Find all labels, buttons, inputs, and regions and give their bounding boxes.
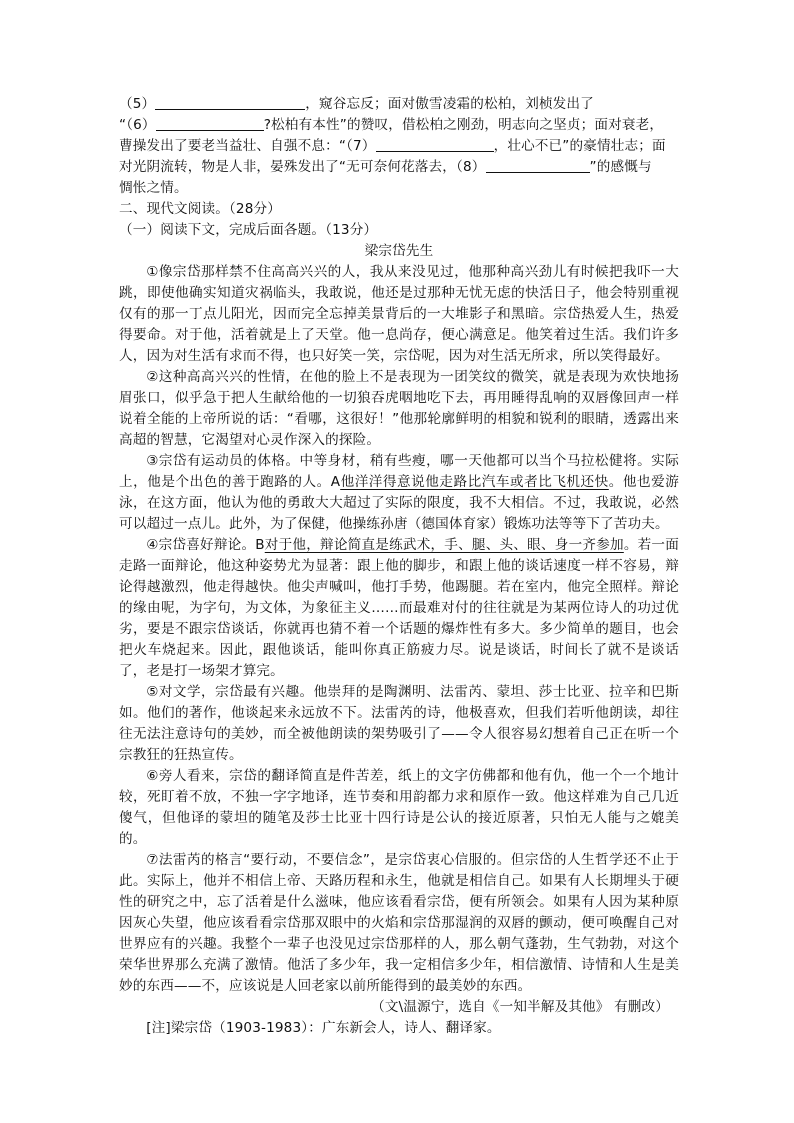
paragraph-1: ①像宗岱那样禁不住高高兴兴的人，我从来没见过，他那种高兴劲儿有时候把我吓一大跳，即使他确实知道灾祸临头，我敢说，他还是过那种无忧无虑的快活日子，他会特别重视仅有的那一丁点儿阳光，因而完全忘掉美景背后的一大堆影子和黑暗。宗岱热爱人生，热爱得要命。对于他，活着就是上了天堂。他一息尚存，便心满意足。他笑着过生活。我们许多人，因为对生活有求而不得，也只好笑一笑，宗岱呢，因为对生活无所求，所以笑得最好。 bbox=[119, 264, 679, 364]
paragraph-4 bbox=[119, 535, 679, 682]
paragraph-6: ⑥旁人看来，宗岱的翻译简直是件苦差，纸上的文字仿佛都和他有仇，他一个一个地计较，死盯着不放，不独一字字地译，连节奏和用韵都力求和原作一致。他这样难为自己几近傻气，但他译的蒙坦的随笔及莎士比亚十四行诗是公认的接近原著，只怕无人能与之媲美的。 bbox=[119, 768, 679, 847]
article-title: 梁宗岱先生 bbox=[364, 243, 434, 259]
fill-line-2 bbox=[119, 115, 679, 136]
blank-7[interactable] bbox=[376, 137, 494, 152]
fill-text: 对光阴流转，物是人非，晏殊发出了“无可奈何花落去，（8） bbox=[119, 159, 486, 175]
footnote: [注]梁宗岱（1903-1983）：广东新会人，诗人、翻译家。 bbox=[146, 1020, 501, 1036]
paragraph-text: 。他也爱游泳，在这方面，他认为他的勇敢大大超过了实际的限度，我不大相信。不过，我敢说，必然可以超过一点儿。此外，为了保健，他操练孙唐（德国体育家）锻炼功法等等下了苦功夫。 bbox=[119, 474, 680, 532]
blank-5[interactable] bbox=[155, 95, 305, 110]
fill-line-1 bbox=[119, 94, 679, 115]
subsection-heading: （一）阅读下文，完成后面各题。（13分） bbox=[119, 222, 378, 238]
paragraph-3 bbox=[119, 451, 679, 535]
fill-text: ，壮心不已”的豪情壮志；面 bbox=[493, 138, 666, 154]
blank-6[interactable] bbox=[156, 116, 264, 131]
fill-text: ，窥谷忘反；面对傲雪凌霜的松柏，刘桢发出了 bbox=[305, 96, 594, 112]
fill-text: ”的感慨与 bbox=[589, 159, 652, 175]
section-heading: 二、现代文阅读。（28分） bbox=[119, 201, 281, 217]
fill-text: ?松柏有本性”的赞叹，借松柏之刚劲，明志向之坚贞；面对衰老， bbox=[263, 117, 664, 133]
paragraph-text: ④宗岱喜好辩论。B bbox=[146, 537, 265, 553]
fill-text: 曹操发出了要老当益壮、自强不息：“（7） bbox=[119, 138, 376, 154]
fill-line-4 bbox=[119, 157, 679, 178]
underlined-sentence-b: 对于他，辩论简直是练武术，手、腿、头、眼、身一齐参加 bbox=[264, 537, 624, 553]
paragraph-text: ③宗岱有运动员的体格。中等身材，稍有些瘦，哪一天他都可以当个马拉松健将。实际上，他是个出色的善于跑路的人。A bbox=[119, 453, 679, 490]
paragraph-7: ⑦法雷芮的格言“要行动，不要信念”，是宗岱衷心信服的。但宗岱的人生哲学还不止于此。实际上，他并不相信上帝、天路历程和永生，他就是相信自己。如果有人长期埋头于硬性的研究之中，忘了活着是什么滋味，他应该看看宗岱，便有所领会。如果有人因为某种原因灰心失望，他应该看看宗岱那双眼中的火焰和宗岱那湿润的双唇的颤动，便可唤醒自己对世界应有的兴趣。我整个一辈子也没见过宗岱那样的人，那么朝气蓬勃，生气勃勃，对这个荣华世界那么充满了激情。他活了多少年，我一定相信多少年，相信激情、诗情和人生是美妙的东西——不，应该说是人回老家以前所能得到的最美妙的东西。 bbox=[119, 852, 679, 994]
fill-label-6: “（6） bbox=[119, 117, 156, 133]
document-page bbox=[119, 94, 679, 1039]
paragraph-5: ⑤对文学，宗岱最有兴趣。他崇拜的是陶渊明、法雷芮、蒙坦、莎士比亚、拉辛和巴斯如。他们的著作，他谈起来永远放不下。法雷芮的诗，他极喜欢，但我们若听他朗读，却往往无法注意诗句的美妙，而全被他朗读的架势吸引了——令人很容易幻想着自己正在听一个宗教狂的狂热宣传。 bbox=[119, 684, 679, 763]
fill-label-5: （5） bbox=[119, 96, 156, 112]
fill-line-5: 惆怅之情。 bbox=[119, 180, 188, 196]
paragraph-text: 。若一面走路一面辩论，他这种姿势尤为显著：跟上他的脚步，和跟上他的谈话速度一样不容易，辩论得越激烈，他走得越快。他尖声喊叫，他打手势，他踢腿。若在室内，他完全照样。辩论的缘由呢，为字句，为文体，为象征主义……而最难对付的往往就是为某两位诗人的功过优劣，要是不跟宗岱谈话，你就再也猜不着一个话题的爆炸性有多大。多少简单的题目，也会把火车烧起来。因此，跟他谈话，能叫你真正筋疲力尽。说是谈话，时间长了就不是谈话了，老是打一场架才算完。 bbox=[119, 537, 679, 679]
paragraph-2: ②这种高高兴兴的性情，在他的脸上不是表现为一团笑纹的微笑，就是表现为欢快地扬眉张口，似乎急于把人生献给他的一切狼吞虎咽地吃下去，再用睡得乱响的双唇像回声一样说着全能的上帝所说的话：“看哪，这很好！”他那轮廓鲜明的相貌和锐利的眼睛，透露出来高超的智慧，它渴望对心灵作深入的探险。 bbox=[119, 369, 679, 448]
fill-line-3 bbox=[119, 136, 679, 157]
underlined-sentence-a: 他洋洋得意说他走路比汽车或者比飞机还快 bbox=[340, 474, 609, 490]
source-citation: （文\温源宁，选自《一知半解及其他》 有删改） bbox=[371, 999, 669, 1015]
blank-8[interactable] bbox=[486, 158, 590, 173]
